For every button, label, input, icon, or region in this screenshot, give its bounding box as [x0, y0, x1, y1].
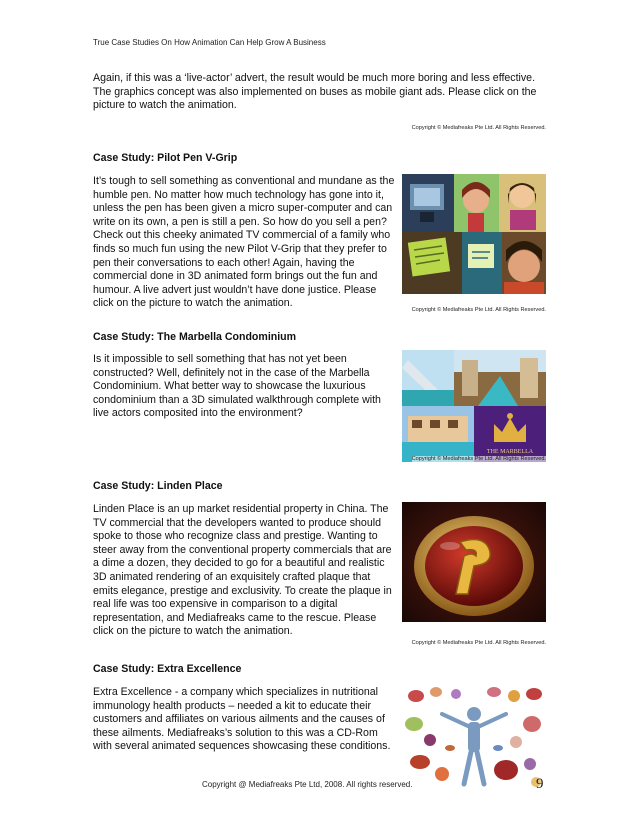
- case-study-heading-linden-place: Case Study: Linden Place: [93, 480, 223, 492]
- case-study-text-marbella: Is it impossible to sell something that has not yet been constructed? Well, definitely not in the case of the Marbella Condominium. What better way to showcase the luxurious condominium than a 3D simulated walkthrough complete with live actors composited into the environment?: [93, 353, 381, 420]
- extra-excellence-cdrom-thumbnail[interactable]: [402, 684, 546, 792]
- case-study-heading-extra-excellence: Case Study: Extra Excellence: [93, 663, 242, 675]
- intro-copyright: Copyright © Mediafreaks Pte Ltd. All Rights Reserved.: [411, 125, 546, 131]
- page-number: 9: [536, 776, 544, 792]
- footer-copyright: Copyright @ Mediafreaks Pte Ltd, 2008. All rights reserved.: [202, 780, 413, 789]
- linden-place-plaque-thumbnail[interactable]: [402, 502, 546, 622]
- intro-paragraph: Again, if this was a ‘live-actor’ advert, the result would be much more boring and less effective. The graphics concept was also implemented on buses as mobile giant ads. Please click on the picture to watch the animation.: [93, 72, 537, 112]
- linden-place-copyright: Copyright © Mediafreaks Pte Ltd. All Rights Reserved.: [411, 640, 546, 646]
- pilot-pen-animation-thumbnail[interactable]: [402, 174, 546, 294]
- marbella-copyright: Copyright © Mediafreaks Pte Ltd. All Rights Reserved.: [411, 456, 546, 462]
- marbella-animation-thumbnail[interactable]: [402, 350, 546, 462]
- case-study-heading-pilot-pen: Case Study: Pilot Pen V-Grip: [93, 152, 238, 164]
- case-study-heading-marbella: Case Study: The Marbella Condominium: [93, 331, 297, 343]
- case-study-text-extra-excellence: Extra Excellence - a company which specializes in nutritional immunology health products – needed a kit to educate their customers and affiliates on various ailments and the causes of these ailments. Mediafreaks’s solution to this was a CD-Rom with several animated sequences showcasing these conditions.: [93, 686, 391, 753]
- running-header: True Case Studies On How Animation Can Help Grow A Business: [93, 38, 326, 47]
- case-study-text-pilot-pen: It’s tough to sell something as conventional and mundane as the humble pen. No matter how much technology has gone into it, unless the pen has been given a micro super-computer and can write on its own, a pen is still a pen. So how do you sell a pen? Check out this cheeky animated TV commercial of a family who finds so much fun using the new Pilot V-Grip that they prefer to pen their conversations to each other! Again, having the commercial done in 3D animated form brings out the fun and humour. A live advert just wouldn’t have done justice. Please click on the picture to watch the animation.: [93, 175, 395, 310]
- pilot-pen-copyright: Copyright © Mediafreaks Pte Ltd. All Rights Reserved.: [411, 307, 546, 313]
- marbella-logo-text: THE MARBELLA: [486, 449, 534, 455]
- case-study-text-linden-place: Linden Place is an up market residential property in China. The TV commercial that the developers wanted to produce should spoke to those who recognize class and prestige. Wanting to steer away from the conventional property commercials that are a dime a dozen, they decided to go for a beautiful and realistic 3D animated rendering of an exquisitely crafted plaque that emits elegance, prestige and exclusivity. To create the plaque in real life was too expensive in comparison to a digital representation, and Mediafreaks came to the rescue. Please click on the picture to watch the animation.: [93, 503, 392, 638]
